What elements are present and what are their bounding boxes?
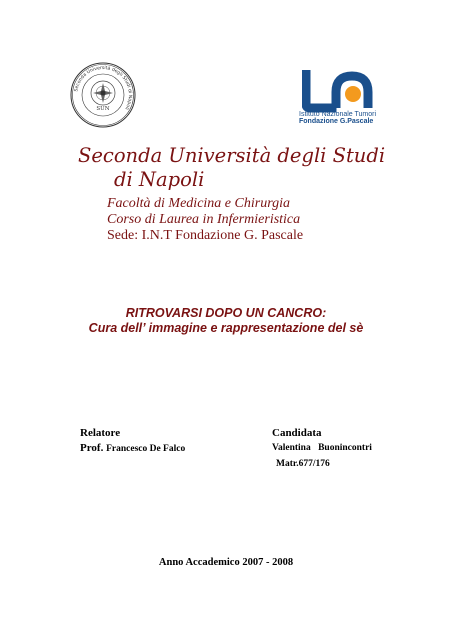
faculty-sede: Sede: I.N.T Fondazione G. Pascale	[107, 228, 304, 243]
int-logo-line-2: Fondazione G.Pascale	[299, 118, 374, 125]
university-name-line-1: Seconda Università degli Studi	[78, 144, 386, 167]
seal-abbrev: SUN	[96, 106, 110, 112]
int-logo-line-1: Istituto Nazionale Tumori	[299, 111, 377, 118]
thesis-subtitle: Cura dell’ immagine e rappresentazione del sè	[88, 321, 364, 335]
candidata-matricola: Matr.677/176	[276, 459, 330, 469]
relatore-prefix: Prof.	[80, 442, 104, 454]
university-seal-icon	[70, 62, 136, 128]
seal-text: Seconda Università degli Studi di Napoli	[74, 65, 133, 111]
academic-year: Anno Accademico 2007 - 2008	[158, 557, 294, 568]
relatore-fullname: Francesco De Falco	[106, 444, 186, 454]
candidata-name: Valentina Buonincontri	[272, 443, 372, 453]
degree-course: Corso di Laurea in Infermieristica	[107, 212, 301, 227]
candidata-label: Candidata	[272, 427, 322, 439]
university-name-line-2: di Napoli	[114, 168, 205, 191]
faculty-name: Facoltà di Medicina e Chirurgia	[107, 196, 291, 211]
thesis-title: RITROVARSI DOPO UN CANCRO:	[125, 306, 327, 320]
relatore-label: Relatore	[80, 427, 121, 439]
relatore-name	[80, 442, 185, 456]
